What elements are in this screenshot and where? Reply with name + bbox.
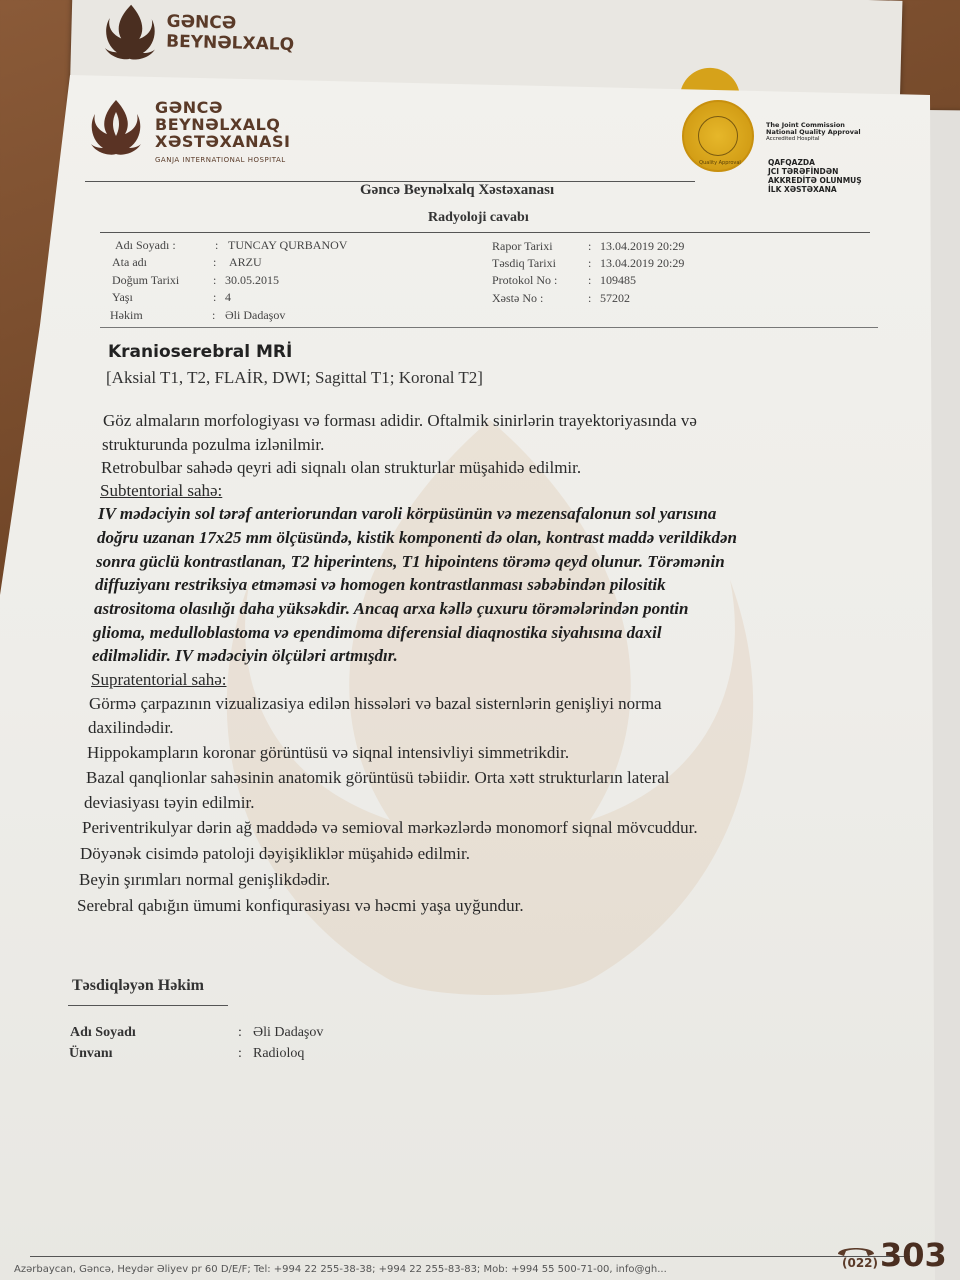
seal-icon: [682, 100, 754, 172]
document-title: Gəncə Beynəlxalq Xəstəxanası: [360, 182, 555, 198]
info-row-age: [112, 290, 231, 305]
info-row-name: [115, 238, 348, 253]
info-colon: :: [588, 239, 592, 253]
info-label: Təsdiq Tarixi: [492, 256, 556, 270]
info-colon: :: [213, 273, 217, 287]
info-value: 13.04.2019 20:29: [600, 256, 685, 270]
report-line-finding: glioma, medulloblastoma və ependimoma diferensial diaqnostika siyahısına daxil: [93, 623, 662, 642]
footer-divider: [30, 1256, 910, 1257]
seal-text: Quality Approval: [699, 160, 741, 166]
info-label: Protokol No :: [492, 273, 558, 287]
info-value: 57202: [600, 291, 630, 305]
report-line-finding: astrositoma olasılığı daha yüksəkdir. Ancaq arxa kəllə çuxuru törəmələrindən pontin: [94, 599, 689, 618]
info-value: 4: [225, 290, 231, 304]
info-label: Həkim: [110, 308, 143, 322]
report-line: Hippokampların koronar görüntüsü və siqnal intensivliyi simmetrikdir.: [87, 743, 570, 762]
signature-name-value: Əli Dadaşov: [253, 1025, 324, 1040]
info-label: Doğum Tarixi: [112, 273, 180, 287]
report-line: Periventrikulyar dərin ağ maddədə və semioval mərkəzlərdə monomorf siqnal mövcuddur.: [82, 818, 698, 837]
jci-block: [768, 158, 862, 194]
info-row-report-date: [492, 239, 685, 254]
report-line: Görmə çarpazının vizualizasiya edilən hissələri və bazal sisternlərin genişliyi norma: [89, 694, 662, 713]
hospital-name-line2: BEYNƏLXALQ: [155, 115, 281, 134]
report-line: Döyənək cisimdə patoloji dəyişikliklər müşahidə edilmir.: [80, 844, 470, 863]
info-colon: :: [213, 255, 217, 269]
info-row-patient-no: [492, 291, 630, 306]
back-name-line2: BEYNƏLXALQ: [165, 31, 295, 55]
signature-divider: [68, 1005, 228, 1006]
info-row-doctor: [110, 308, 286, 323]
info-bottom-divider: [100, 327, 878, 328]
footer-address: Azərbaycan, Gəncə, Heydər Əliyev pr 60 D/E/F; Tel: +994 22 255-38-38; +994 22 255-83-83; Mob: +994 55 500-71-00, info@gh...: [14, 1264, 667, 1275]
signature-title-value: Radioloq: [253, 1046, 305, 1061]
info-colon: :: [588, 291, 592, 305]
seal-inner-ring: [698, 116, 738, 156]
info-colon: :: [215, 238, 219, 252]
info-label: Adı Soyadı :: [115, 238, 176, 252]
info-colon: :: [588, 256, 592, 270]
info-colon: :: [212, 308, 216, 322]
info-row-approve-date: [492, 256, 685, 271]
signature-title: Təsdiqləyən Həkim: [72, 977, 205, 994]
hospital-name-en: GANJA INTERNATIONAL HOSPITAL: [155, 156, 286, 164]
report-line-finding: diffuziyanı restriksiya etməməsi və homogen kontrastlanması səbəbindən pilositik: [95, 575, 666, 594]
document-subtitle: Radyoloji cavabı: [428, 210, 529, 225]
report-line: Beyin şırımları normal genişlikdədir.: [79, 870, 331, 889]
info-value: 109485: [600, 273, 636, 287]
section-heading-subtentorial: Subtentorial sahə:: [100, 481, 223, 500]
report-line-finding: edilməlidir. IV mədəciyin ölçüləri artmışdır.: [92, 646, 398, 665]
info-top-divider: [100, 232, 870, 233]
info-value: 30.05.2015: [225, 273, 279, 287]
report-line: deviasiyası təyin edilmir.: [84, 793, 255, 812]
info-colon: :: [213, 290, 217, 304]
info-label: Ata adı: [112, 255, 147, 269]
joint-commission-block: [766, 122, 861, 143]
report-line: Retrobulbar sahədə qeyri adi siqnalı olan strukturlar müşahidə edilmir.: [101, 458, 582, 477]
signature-name-label: Adı Soyadı: [70, 1025, 136, 1040]
report-line: Serebral qabığın ümumi konfiqurasiyası və həcmi yaşa uyğundur.: [77, 896, 524, 915]
hospital-name-line1: GƏNCƏ: [155, 98, 223, 117]
jci-line2: JCI TƏRƏFİNDƏN: [768, 167, 839, 176]
info-label: Yaşı: [112, 290, 133, 304]
report-line: strukturunda pozulma izlənilmir.: [102, 435, 325, 454]
exam-title: Kranioserebral MRİ: [108, 342, 293, 362]
info-row-birthdate: [112, 273, 279, 288]
jc-line2: National Quality Approval: [766, 128, 861, 136]
info-label: Xəstə No :: [492, 291, 544, 305]
info-value: TUNCAY QURBANOV: [228, 238, 348, 252]
flame-logo-icon: [88, 98, 144, 158]
phone-number: 303: [880, 1236, 947, 1274]
jci-line4: İLK XƏSTƏXANA: [768, 185, 837, 194]
jc-line3: Accredited Hospital: [766, 136, 820, 142]
report-line: daxilindədir.: [88, 718, 174, 737]
section-heading-supratentorial: Supratentorial sahə:: [91, 670, 227, 689]
info-row-father: [112, 255, 262, 270]
info-value: ARZU: [229, 255, 262, 269]
back-hospital-name: [166, 12, 295, 55]
info-row-protocol: [492, 273, 636, 288]
jci-line1: QAFQAZDA: [768, 158, 815, 167]
signature-colon: :: [238, 1046, 242, 1061]
info-value: 13.04.2019 20:29: [600, 239, 685, 253]
report-line-finding: sonra güclü kontrastlanan, T2 hiperintens, T1 hipointens törəmə qeyd olunur. Törəmənin: [96, 552, 725, 571]
jci-line3: AKKREDİTƏ OLUNMUŞ: [768, 176, 862, 185]
back-name-line1: GƏNCƏ: [166, 11, 237, 34]
report-line: Bazal qanqlionlar sahəsinin anatomik görüntüsü təbiidir. Orta xətt strukturların lateral: [86, 768, 670, 787]
jc-line1: The Joint Commission: [766, 121, 845, 129]
exam-sequences: [Aksial T1, T2, FLAİR, DWI; Sagittal T1; Koronal T2]: [106, 368, 483, 387]
report-line-finding: IV mədəciyin sol tərəf anteriorundan varoli körpüsünün və mezensafalonun sol yarısına: [98, 504, 717, 523]
report-line: Göz almaların morfologiyası və forması adidir. Oftalmik sinirlərin trayektoriyasında və: [103, 411, 697, 430]
hospital-name-line3: XƏSTƏXANASI: [155, 132, 291, 151]
info-colon: :: [588, 273, 592, 287]
info-value: Əli Dadaşov: [225, 308, 286, 322]
signature-colon: :: [238, 1025, 242, 1040]
signature-title-label: Ünvanı: [69, 1046, 113, 1061]
report-line-finding: doğru uzanan 17x25 mm ölçüsündə, kistik komponenti də olan, kontrast maddə verildikdən: [97, 528, 737, 547]
flame-logo-icon: [101, 0, 161, 61]
phone-code: (022): [842, 1256, 879, 1270]
hospital-name: [155, 99, 290, 150]
info-label: Rapor Tarixi: [492, 239, 553, 253]
